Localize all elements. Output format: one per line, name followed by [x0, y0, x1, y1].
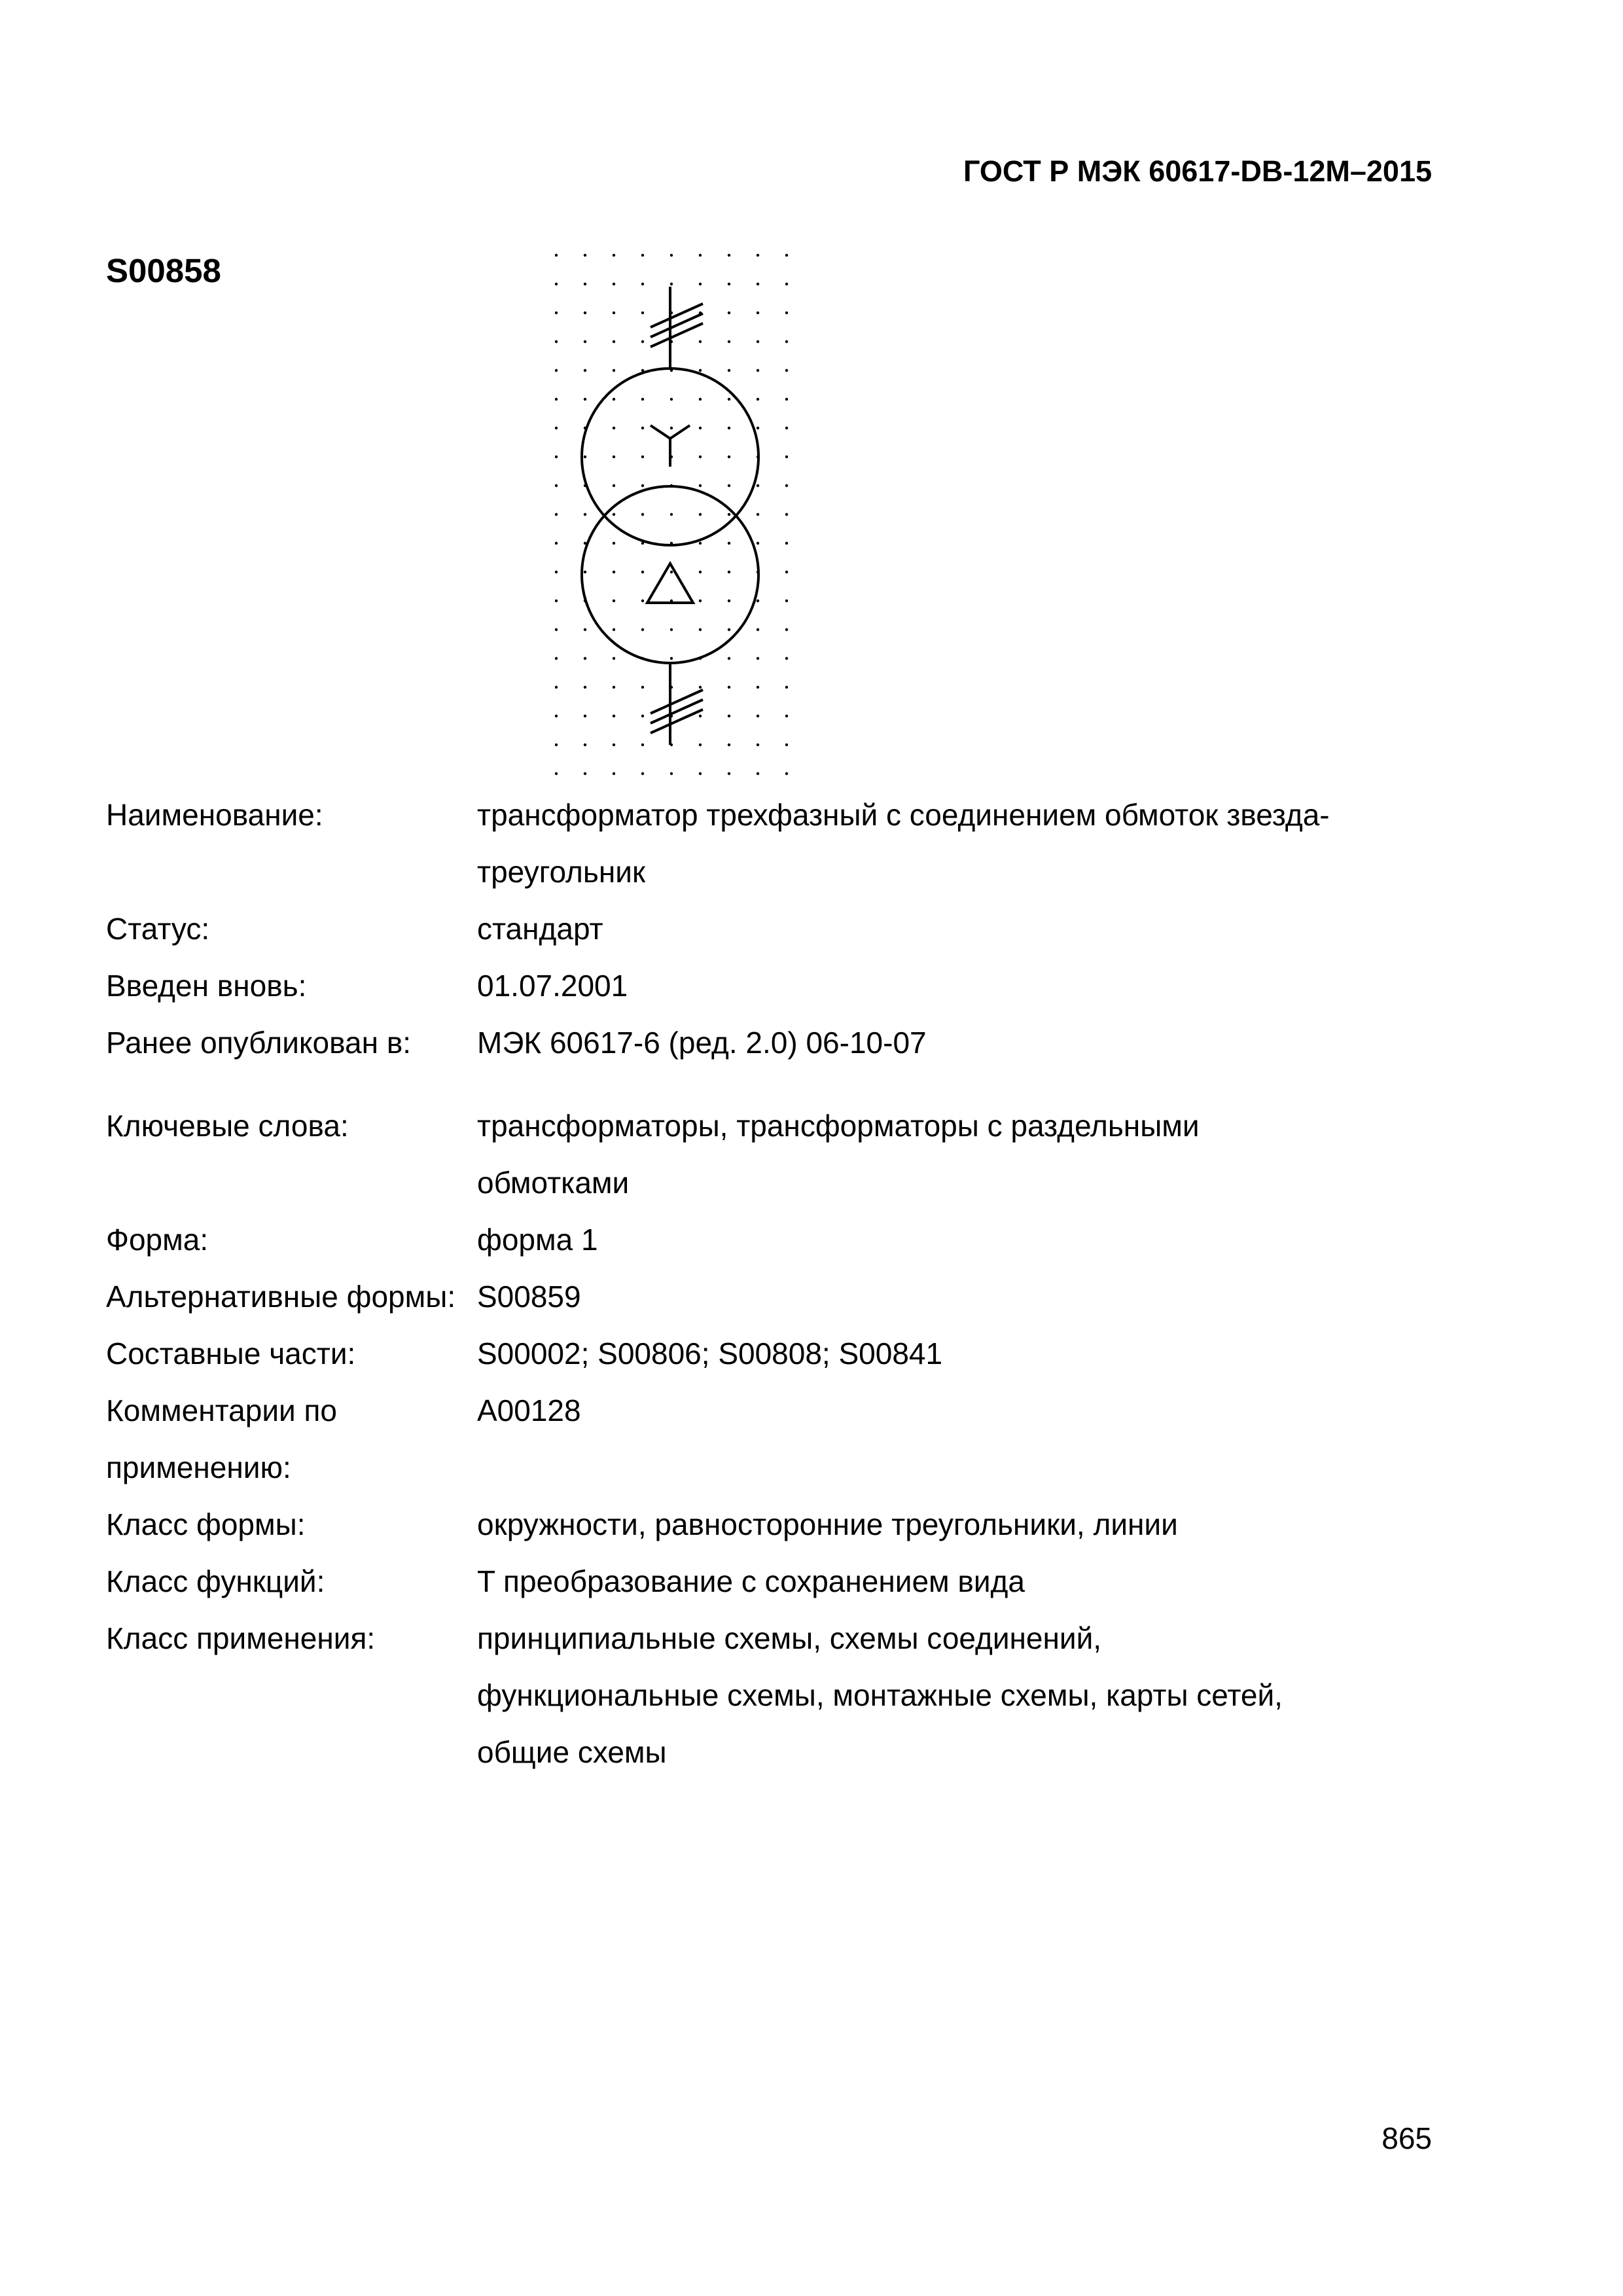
grid-dot — [555, 427, 558, 429]
grid-dot — [785, 715, 788, 717]
grid-dot — [699, 427, 702, 429]
field-value: трансформатор трехфазный с соединением обмоток звезда-треугольник — [477, 798, 1330, 889]
grid-dot — [728, 283, 730, 285]
grid-dot — [757, 686, 759, 689]
grid-dot — [613, 427, 615, 429]
grid-dot — [641, 571, 644, 573]
grid-dot — [699, 254, 702, 257]
grid-dot — [785, 657, 788, 660]
grid-dot — [584, 772, 586, 775]
grid-dot — [670, 513, 673, 516]
grid-dot — [641, 686, 644, 689]
grid-dot — [555, 369, 558, 372]
field-value: A00128 — [477, 1393, 581, 1427]
grid-dot — [728, 484, 730, 487]
field-form — [106, 1211, 1349, 1268]
field-label: Класс формы: — [106, 1507, 306, 1541]
grid-dot — [728, 686, 730, 689]
field-value: трансформаторы, трансформаторы с раздельными обмотками — [477, 1109, 1200, 1200]
grid-dot — [641, 340, 644, 343]
field-label: Комментарии по применению: — [106, 1393, 337, 1484]
grid-dot — [785, 427, 788, 429]
grid-dot — [785, 513, 788, 516]
grid-dot — [757, 628, 759, 631]
grid-dot — [728, 628, 730, 631]
grid-dot — [584, 312, 586, 314]
grid-dot — [785, 484, 788, 487]
grid-dot — [670, 283, 673, 285]
field-keywords — [106, 1098, 1349, 1211]
grid-dot — [728, 340, 730, 343]
grid-dot — [699, 283, 702, 285]
grid-dot — [584, 254, 586, 257]
field-label: Класс функций: — [106, 1564, 325, 1598]
grid-dot — [613, 340, 615, 343]
field-name — [106, 787, 1349, 901]
grid-dot — [757, 513, 759, 516]
field-introduced — [106, 958, 1349, 1014]
grid-dot — [641, 513, 644, 516]
grid-dot — [641, 312, 644, 314]
grid-dot — [728, 427, 730, 429]
grid-dot — [555, 744, 558, 746]
top-phase-tick-2 — [651, 314, 703, 337]
grid-dot — [757, 484, 759, 487]
grid-dot — [757, 657, 759, 660]
field-value: T преобразование с сохранением вида — [477, 1564, 1025, 1598]
grid-dot — [584, 628, 586, 631]
grid-dot — [613, 283, 615, 285]
grid-dot — [670, 772, 673, 775]
grid-dot — [757, 254, 759, 257]
grid-dot — [555, 398, 558, 401]
grid-dot — [670, 628, 673, 631]
bottom-phase-tick-2 — [651, 700, 703, 723]
grid-dot — [728, 542, 730, 545]
grid-dot — [641, 456, 644, 458]
field-value: МЭК 60617-6 (ред. 2.0) 06-10-07 — [477, 1026, 927, 1060]
grid-dot — [641, 744, 644, 746]
grid-dot — [613, 628, 615, 631]
grid-dot — [728, 744, 730, 746]
grid-dot — [757, 744, 759, 746]
grid-dot — [641, 772, 644, 775]
grid-dot — [641, 283, 644, 285]
secondary-winding-circle — [582, 486, 758, 663]
symbol-id: S00858 — [106, 252, 221, 289]
grid-dot — [728, 600, 730, 602]
grid-dot — [757, 772, 759, 775]
grid-dot — [584, 571, 586, 573]
grid-dot — [584, 715, 586, 717]
grid-dot — [613, 657, 615, 660]
field-label: Введен вновь: — [106, 969, 307, 1003]
grid-dot — [728, 369, 730, 372]
bottom-phase-tick-1 — [651, 690, 703, 713]
grid-dot — [699, 484, 702, 487]
grid-dot — [641, 427, 644, 429]
grid-dot — [785, 571, 788, 573]
field-label: Наименование: — [106, 798, 323, 832]
grid-dot — [728, 657, 730, 660]
grid-dot — [584, 398, 586, 401]
grid-dot — [785, 283, 788, 285]
field-value: окружности, равносторонние треугольники, линии — [477, 1507, 1178, 1541]
grid-dot — [613, 369, 615, 372]
field-value: 01.07.2001 — [477, 969, 628, 1003]
grid-dot — [555, 715, 558, 717]
grid-dot — [584, 657, 586, 660]
grid-dot — [728, 715, 730, 717]
grid-dot — [699, 600, 702, 602]
grid-dot — [785, 744, 788, 746]
grid-dot — [699, 686, 702, 689]
field-shape-class — [106, 1496, 1349, 1553]
field-label: Статус: — [106, 912, 210, 946]
grid-dot — [641, 628, 644, 631]
field-label: Форма: — [106, 1223, 209, 1257]
field-value: форма 1 — [477, 1223, 598, 1257]
grid-dot — [699, 772, 702, 775]
field-label: Ключевые слова: — [106, 1109, 349, 1143]
grid-dot — [728, 312, 730, 314]
grid-dot — [699, 571, 702, 573]
grid-dot — [613, 456, 615, 458]
grid-dot — [641, 484, 644, 487]
grid-dot — [757, 600, 759, 602]
grid-dot — [584, 513, 586, 516]
grid-dot — [555, 283, 558, 285]
grid-dot — [785, 686, 788, 689]
grid-dot — [613, 542, 615, 545]
grid-dot — [728, 398, 730, 401]
grid-dot — [670, 657, 673, 660]
grid-dot — [785, 456, 788, 458]
grid-dot — [785, 628, 788, 631]
grid-dot — [785, 340, 788, 343]
grid-dot — [699, 715, 702, 717]
standard-header: ГОСТ Р МЭК 60617-DB-12M–2015 — [963, 154, 1432, 188]
grid-dot — [555, 657, 558, 660]
field-label: Составные части: — [106, 1336, 356, 1371]
field-value: стандарт — [477, 912, 603, 946]
grid-dot — [699, 542, 702, 545]
grid-dot — [613, 715, 615, 717]
grid-dot — [555, 772, 558, 775]
grid-dot — [699, 513, 702, 516]
grid-dot — [728, 456, 730, 458]
delta-symbol — [647, 564, 693, 603]
grid-dot — [670, 427, 673, 429]
grid-dot — [613, 772, 615, 775]
grid-dot — [613, 254, 615, 257]
grid-dot — [584, 456, 586, 458]
field-value: принципиальные схемы, схемы соединений, функциональные схемы, монтажные схемы, карты сетей, общие схемы — [477, 1621, 1283, 1769]
grid-dot — [555, 513, 558, 516]
grid-dot — [785, 312, 788, 314]
grid-dot — [555, 340, 558, 343]
grid-dot — [641, 600, 644, 602]
field-label: Альтернативные формы: — [106, 1280, 456, 1314]
grid-dot — [555, 254, 558, 257]
grid-dot — [728, 571, 730, 573]
three-phase-star-delta-transformer-icon — [547, 247, 796, 784]
grid-dot — [613, 571, 615, 573]
field-label: Класс применения: — [106, 1621, 376, 1655]
grid-dot — [670, 571, 673, 573]
top-phase-tick-3 — [651, 323, 703, 347]
bottom-phase-tick-3 — [651, 709, 703, 733]
grid-dot — [613, 600, 615, 602]
grid-dot — [613, 686, 615, 689]
grid-dot — [555, 484, 558, 487]
field-components — [106, 1325, 1349, 1382]
grid-dot — [641, 254, 644, 257]
grid-dot — [785, 398, 788, 401]
grid-dot — [699, 456, 702, 458]
grid-dot — [699, 340, 702, 343]
grid-dot — [613, 513, 615, 516]
field-status — [106, 901, 1349, 958]
grid-dot — [613, 744, 615, 746]
grid-dot — [641, 715, 644, 717]
grid-dot — [555, 542, 558, 545]
page-number: 865 — [1382, 2121, 1432, 2155]
grid-dot — [728, 772, 730, 775]
field-function-class — [106, 1553, 1349, 1610]
grid-dot — [699, 369, 702, 372]
top-phase-tick-1 — [651, 304, 703, 327]
grid-dot — [613, 312, 615, 314]
grid-dot — [757, 340, 759, 343]
grid-dot — [584, 340, 586, 343]
grid-dot — [670, 254, 673, 257]
grid-dot — [584, 283, 586, 285]
grid-dot — [555, 456, 558, 458]
grid-dot — [613, 398, 615, 401]
field-application-class — [106, 1610, 1349, 1781]
grid-dot — [757, 715, 759, 717]
grid-dot — [728, 254, 730, 257]
grid-dot — [555, 571, 558, 573]
grid-dot — [785, 369, 788, 372]
grid-dot — [555, 312, 558, 314]
field-alternative-forms — [106, 1268, 1349, 1325]
field-comments — [106, 1382, 1349, 1496]
grid-dot — [728, 513, 730, 516]
grid-dot — [757, 398, 759, 401]
grid-dot — [785, 600, 788, 602]
grid-dot — [555, 628, 558, 631]
grid-dot — [584, 744, 586, 746]
grid-dot — [641, 398, 644, 401]
grid-dot — [757, 542, 759, 545]
field-published — [106, 1014, 1349, 1071]
grid-dot — [757, 427, 759, 429]
grid-dot — [757, 369, 759, 372]
grid-dot — [555, 600, 558, 602]
grid-dot — [584, 369, 586, 372]
star-symbol — [651, 425, 690, 467]
symbol-fields — [106, 787, 1349, 1781]
field-value: S00002; S00806; S00808; S00841 — [477, 1336, 943, 1371]
grid-dot — [785, 254, 788, 257]
grid-dot — [757, 312, 759, 314]
field-label: Ранее опубликован в: — [106, 1026, 412, 1060]
field-value: S00859 — [477, 1280, 581, 1314]
grid-dot — [699, 744, 702, 746]
grid-dot — [613, 484, 615, 487]
grid-dot — [584, 686, 586, 689]
grid-dot — [555, 686, 558, 689]
grid-dot — [757, 283, 759, 285]
grid-dot — [699, 628, 702, 631]
grid-dot — [785, 772, 788, 775]
grid-dot — [785, 542, 788, 545]
grid-dot — [699, 398, 702, 401]
grid-dot — [670, 398, 673, 401]
